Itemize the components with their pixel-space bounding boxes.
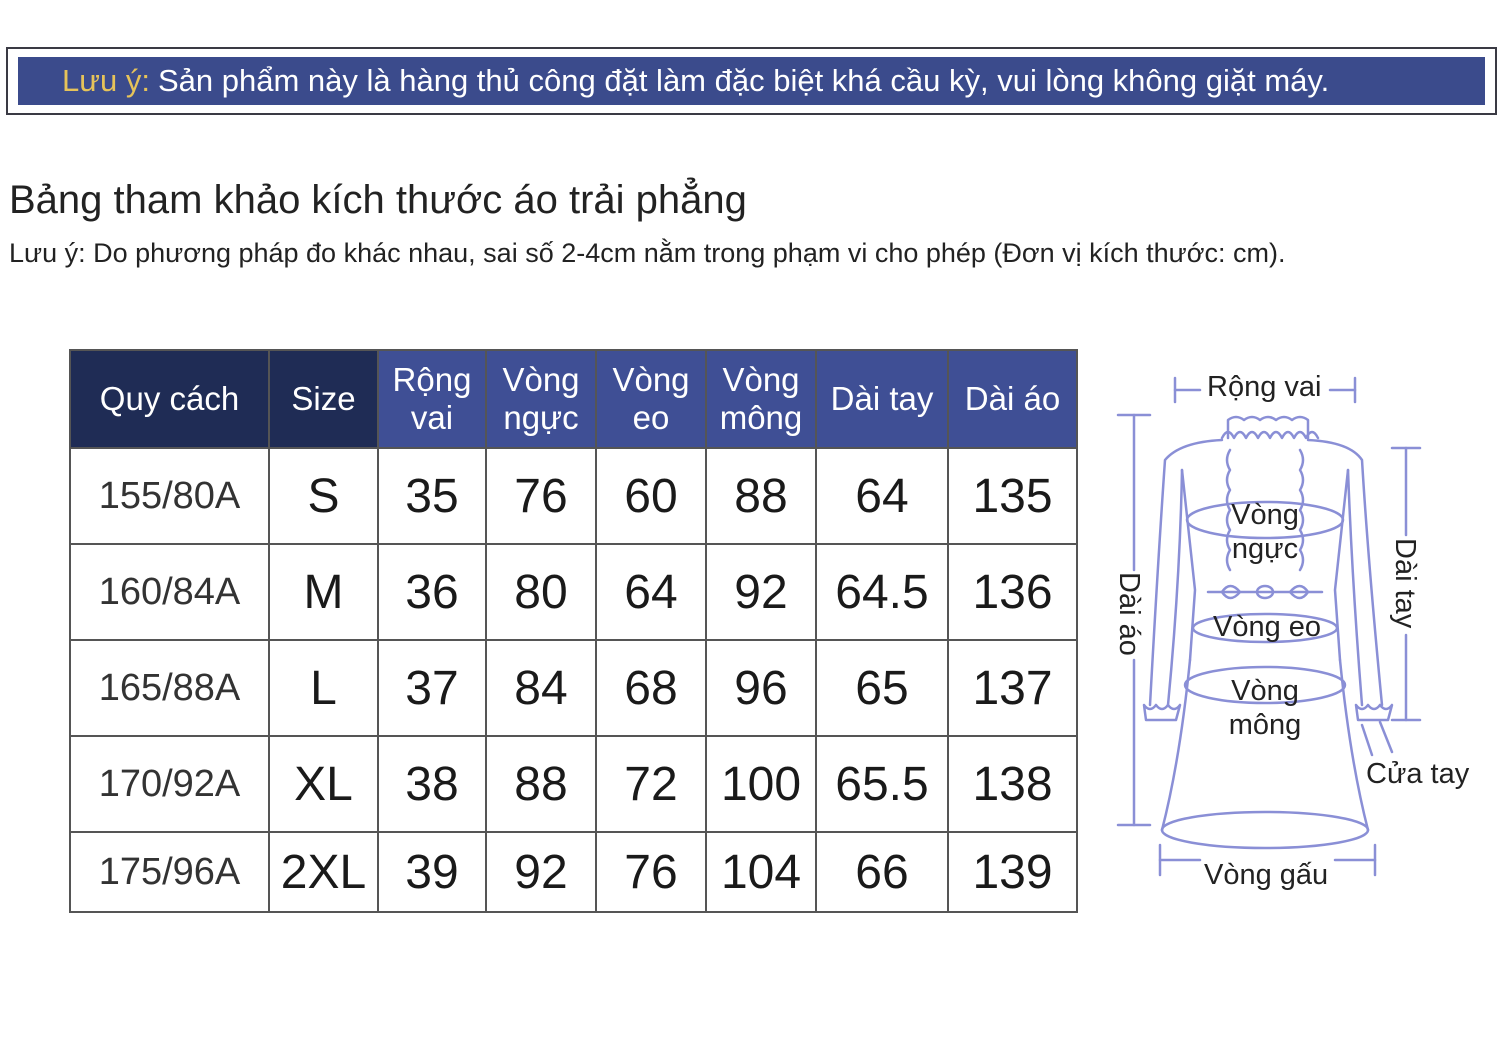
spec-cell: 155/80A <box>70 448 269 544</box>
label-sleeve: Dài tay <box>1389 538 1421 629</box>
measurement-cell: 60 <box>596 448 706 544</box>
header-cell: Vòng eo <box>596 350 706 448</box>
header-cell: Quy cách <box>70 350 269 448</box>
measurement-cell: 137 <box>948 640 1077 736</box>
notice-banner <box>6 47 1497 115</box>
measurement-cell: 64 <box>596 544 706 640</box>
spec-cell: 175/96A <box>70 832 269 912</box>
garment-diagram <box>1100 360 1490 900</box>
notice-bar <box>18 57 1485 105</box>
size-cell: L <box>269 640 378 736</box>
label-shoulder-width: Rộng vai <box>1207 371 1322 403</box>
table-body <box>70 448 1077 912</box>
size-cell: M <box>269 544 378 640</box>
table-row <box>70 448 1077 544</box>
measurement-cell: 64 <box>816 448 948 544</box>
measurement-cell: 88 <box>486 736 596 832</box>
measurement-cell: 84 <box>486 640 596 736</box>
table-row <box>70 832 1077 912</box>
measurement-cell: 138 <box>948 736 1077 832</box>
size-cell: XL <box>269 736 378 832</box>
measurement-cell: 64.5 <box>816 544 948 640</box>
label-length: Dài áo <box>1113 572 1145 656</box>
measurement-cell: 96 <box>706 640 816 736</box>
size-cell: 2XL <box>269 832 378 912</box>
spec-cell: 160/84A <box>70 544 269 640</box>
label-cuff: Cửa tay <box>1366 758 1470 790</box>
measurement-cell: 39 <box>378 832 486 912</box>
measurement-cell: 104 <box>706 832 816 912</box>
table-row <box>70 640 1077 736</box>
page-subtitle: Lưu ý: Do phương pháp đo khác nhau, sai số 2-4cm nằm trong phạm vi cho phép (Đơn vị kích thước: cm). <box>9 238 1286 268</box>
spec-cell: 170/92A <box>70 736 269 832</box>
header-cell: Size <box>269 350 378 448</box>
measurement-cell: 92 <box>706 544 816 640</box>
label-waist: Vòng eo <box>1213 611 1322 643</box>
size-table <box>69 349 1078 913</box>
header-cell: Rộng vai <box>378 350 486 448</box>
measurement-cell: 65 <box>816 640 948 736</box>
measurement-cell: 38 <box>378 736 486 832</box>
measurement-cell: 135 <box>948 448 1077 544</box>
measurement-cell: 80 <box>486 544 596 640</box>
header-cell: Dài tay <box>816 350 948 448</box>
size-cell: S <box>269 448 378 544</box>
measurement-cell: 65.5 <box>816 736 948 832</box>
measurement-cell: 72 <box>596 736 706 832</box>
measurement-cell: 68 <box>596 640 706 736</box>
table-header-row <box>70 350 1077 448</box>
measurement-cell: 35 <box>378 448 486 544</box>
page-title: Bảng tham khảo kích thước áo trải phẳng <box>9 178 747 222</box>
label-chest: Vòng ngực <box>1231 499 1299 565</box>
measurement-cell: 88 <box>706 448 816 544</box>
label-hip: Vòng mông <box>1228 675 1302 741</box>
table-row <box>70 736 1077 832</box>
measurement-cell: 76 <box>486 448 596 544</box>
measurement-cell: 36 <box>378 544 486 640</box>
measurement-cell: 76 <box>596 832 706 912</box>
header-cell: Vòng ngực <box>486 350 596 448</box>
notice-label: Lưu ý: <box>62 63 150 98</box>
header-cell: Vòng mông <box>706 350 816 448</box>
measurement-cell: 136 <box>948 544 1077 640</box>
table-row <box>70 544 1077 640</box>
notice-text: Sản phẩm này là hàng thủ công đặt làm đặc biệt khá cầu kỳ, vui lòng không giặt máy. <box>157 63 1330 98</box>
measurement-cell: 37 <box>378 640 486 736</box>
header-cell: Dài áo <box>948 350 1077 448</box>
label-hem: Vòng gấu <box>1204 859 1329 891</box>
measurement-cell: 139 <box>948 832 1077 912</box>
spec-cell: 165/88A <box>70 640 269 736</box>
measurement-cell: 92 <box>486 832 596 912</box>
measurement-cell: 100 <box>706 736 816 832</box>
measurement-cell: 66 <box>816 832 948 912</box>
